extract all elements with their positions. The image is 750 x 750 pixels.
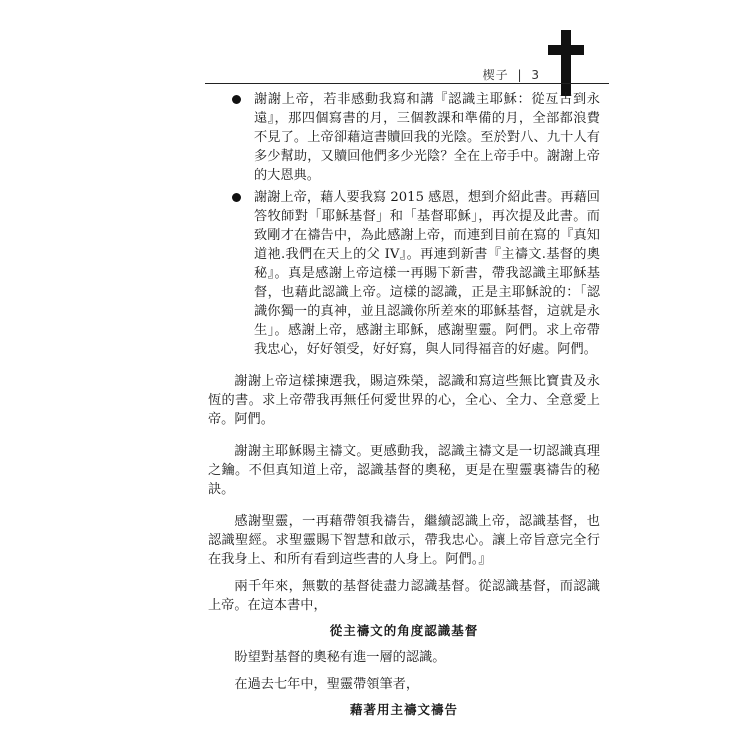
paragraph: 謝謝主耶穌賜主禱文。更感動我，認識主禱文是一切認識真理之鑰。不但真知道上帝，認識基督的奧秘，更是在聖靈裏禱告的秘訣。 xyxy=(208,444,600,497)
paragraph: 在過去七年中，聖靈帶領筆者， xyxy=(234,677,420,692)
running-head xyxy=(483,66,540,83)
page-number: 3 xyxy=(531,68,540,82)
cross-icon xyxy=(548,30,584,96)
list-item-text: 謝謝上帝，藉人要我寫 2015 感恩，想到介紹此書。再藉回答牧師對「耶穌基督」和「基督耶穌」，再次提及此書。而致剛才在禱告中，為此感謝上帝，而連到目前在寫的『真知道祂.我們在天上的父 IV』。再連到新書『主禱文.基督的奧秘』。真是感謝上帝這樣一再賜下新書，帶我認識主耶穌基督，也藉此認識上帝。這樣的認識，正是主耶穌說的：「認識你獨一的真神，並且認識你所差來的耶穌基督，這就是永生」。感謝上帝，感謝主耶穌，感謝聖靈。阿們。求上帝帶我忠心，好好領受，好好寫，與人同得福音的好處。阿們。 xyxy=(254,190,600,357)
header-separator: | xyxy=(517,68,523,82)
paragraph: 兩千年來，無數的基督徒盡力認識基督。從認識基督，而認識上帝。在這本書中， xyxy=(208,579,600,613)
list-item-text: 謝謝上帝，若非感動我寫和講『認識主耶穌：從亙古到永遠』，那四個寫書的月，三個教課和準備的月，全部都浪費不見了。上帝卻藉這書贖回我的光陰。至於對八、九十人有多少幫助，又贖回他們多少光陰？全在上帝手中。謝謝上帝的大恩典。 xyxy=(254,92,600,183)
paragraph: 謝謝上帝這樣揀選我，賜這殊榮，認識和寫這些無比寶貴及永恆的書。求上帝帶我再無任何愛世界的心，全心、全力、全意愛上帝。阿們。 xyxy=(208,374,600,427)
paragraph: 感謝聖靈，一再藉帶領我禱告，繼續認識上帝，認識基督，也認識聖經。求聖靈賜下智慧和啟示，帶我忠心。讓上帝旨意完全行在我身上、和所有看到這些書的人身上。阿們。』 xyxy=(208,514,600,567)
page-body xyxy=(208,90,600,719)
chapter-title: 楔子 xyxy=(482,68,509,82)
header-rule xyxy=(205,83,609,84)
list-item xyxy=(208,188,600,359)
emphasis-heading: 藉著用主禱文禱告 xyxy=(349,702,458,717)
paragraph: 盼望對基督的奧秘有進一層的認識。 xyxy=(234,650,446,665)
bullet-icon xyxy=(232,193,241,202)
emphasis-heading: 從主禱文的角度認識基督 xyxy=(329,623,479,638)
bullet-icon xyxy=(232,95,241,104)
list-item xyxy=(208,90,600,185)
bullet-list xyxy=(208,90,600,359)
